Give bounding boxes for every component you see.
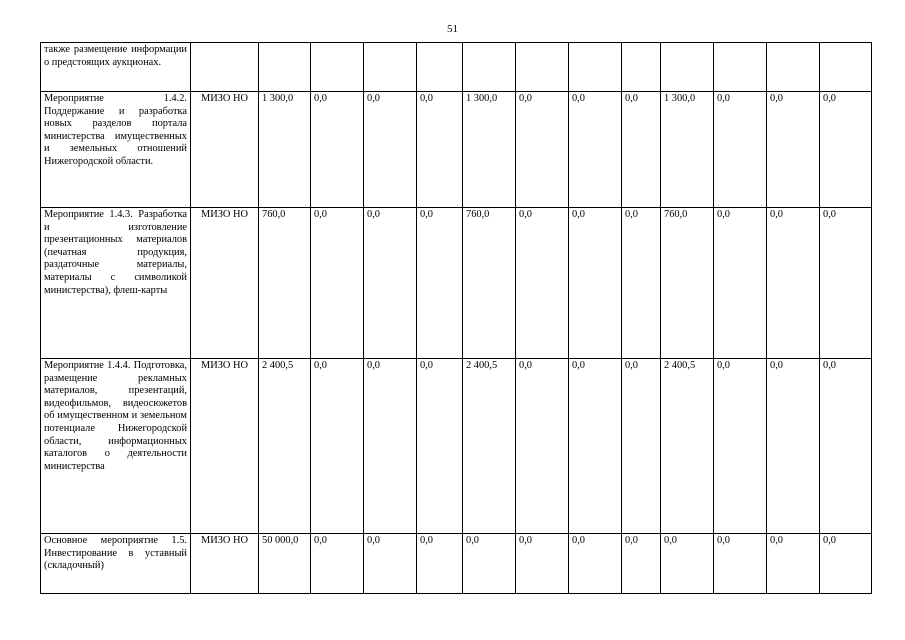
funding-value-cell xyxy=(259,43,311,92)
activity-description-cell: Мероприятие 1.4.2. Поддержание и разработка новых разделов портала министерства имущественных и земельных отношений Нижегородской области. xyxy=(41,92,191,208)
responsible-executor-cell: МИЗО НО xyxy=(191,359,259,534)
funding-value-cell: 0,0 xyxy=(417,359,463,534)
funding-value-cell xyxy=(622,43,661,92)
funding-value-cell: 0,0 xyxy=(417,92,463,208)
responsible-executor-cell: МИЗО НО xyxy=(191,534,259,594)
funding-value-cell xyxy=(417,43,463,92)
funding-value-cell: 0,0 xyxy=(661,534,714,594)
funding-value-cell: 0,0 xyxy=(364,92,417,208)
budget-table xyxy=(40,42,872,594)
funding-value-cell xyxy=(311,43,364,92)
funding-value-cell: 0,0 xyxy=(714,359,767,534)
funding-value-cell: 1 300,0 xyxy=(661,92,714,208)
responsible-executor-cell xyxy=(191,43,259,92)
funding-value-cell: 50 000,0 xyxy=(259,534,311,594)
funding-value-cell: 0,0 xyxy=(364,534,417,594)
funding-value-cell: 0,0 xyxy=(714,208,767,359)
responsible-executor-cell: МИЗО НО xyxy=(191,92,259,208)
funding-value-cell: 0,0 xyxy=(311,92,364,208)
page-number: 51 xyxy=(447,23,458,35)
activity-description-cell: также размещение информации о предстоящих аукционах. xyxy=(41,43,191,92)
funding-value-cell: 0,0 xyxy=(820,534,872,594)
table-row xyxy=(41,43,872,92)
funding-value-cell: 2 400,5 xyxy=(661,359,714,534)
funding-value-cell xyxy=(569,43,622,92)
funding-value-cell: 2 400,5 xyxy=(463,359,516,534)
funding-value-cell: 0,0 xyxy=(516,208,569,359)
funding-value-cell xyxy=(820,43,872,92)
funding-value-cell: 760,0 xyxy=(661,208,714,359)
table-row xyxy=(41,92,872,208)
funding-value-cell xyxy=(516,43,569,92)
funding-value-cell xyxy=(714,43,767,92)
funding-value-cell: 760,0 xyxy=(259,208,311,359)
funding-value-cell: 0,0 xyxy=(569,92,622,208)
funding-value-cell: 0,0 xyxy=(311,208,364,359)
funding-value-cell: 0,0 xyxy=(622,208,661,359)
funding-value-cell: 760,0 xyxy=(463,208,516,359)
funding-value-cell: 1 300,0 xyxy=(463,92,516,208)
funding-value-cell: 0,0 xyxy=(622,359,661,534)
funding-value-cell: 0,0 xyxy=(622,534,661,594)
table-row xyxy=(41,208,872,359)
funding-value-cell: 0,0 xyxy=(820,92,872,208)
funding-value-cell xyxy=(364,43,417,92)
funding-value-cell: 0,0 xyxy=(820,208,872,359)
funding-value-cell: 0,0 xyxy=(622,92,661,208)
funding-value-cell: 0,0 xyxy=(364,359,417,534)
funding-value-cell: 0,0 xyxy=(767,359,820,534)
funding-value-cell: 0,0 xyxy=(463,534,516,594)
funding-value-cell: 0,0 xyxy=(569,359,622,534)
responsible-executor-cell: МИЗО НО xyxy=(191,208,259,359)
funding-value-cell: 0,0 xyxy=(516,534,569,594)
table-row xyxy=(41,359,872,534)
funding-value-cell: 0,0 xyxy=(767,92,820,208)
funding-value-cell: 0,0 xyxy=(820,359,872,534)
funding-value-cell: 0,0 xyxy=(311,534,364,594)
funding-value-cell: 0,0 xyxy=(516,359,569,534)
funding-value-cell xyxy=(463,43,516,92)
activity-description-cell: Мероприятие 1.4.3. Разработка и изготовление презентационных материалов (печатная продукция, раздаточные материалы, материалы с символикой министерства), флеш-карты xyxy=(41,208,191,359)
activity-description-cell: Основное мероприятие 1.5. Инвестирование в уставный (складочный) xyxy=(41,534,191,594)
funding-value-cell: 0,0 xyxy=(417,208,463,359)
funding-value-cell: 0,0 xyxy=(767,208,820,359)
funding-value-cell: 0,0 xyxy=(714,92,767,208)
funding-value-cell: 0,0 xyxy=(417,534,463,594)
funding-value-cell: 0,0 xyxy=(767,534,820,594)
funding-value-cell xyxy=(767,43,820,92)
funding-value-cell: 0,0 xyxy=(364,208,417,359)
funding-value-cell: 0,0 xyxy=(569,534,622,594)
funding-value-cell: 0,0 xyxy=(311,359,364,534)
funding-value-cell: 2 400,5 xyxy=(259,359,311,534)
funding-value-cell xyxy=(661,43,714,92)
funding-value-cell: 0,0 xyxy=(569,208,622,359)
funding-value-cell: 1 300,0 xyxy=(259,92,311,208)
funding-value-cell: 0,0 xyxy=(516,92,569,208)
table-row xyxy=(41,534,872,594)
funding-value-cell: 0,0 xyxy=(714,534,767,594)
activity-description-cell: Мероприятие 1.4.4. Подготовка, размещение рекламных материалов, презентаций, видеофильмов, видеосюжетов об имущественном и земельном потенциале Нижегородской области, информационных каталогов о деятельности министерства xyxy=(41,359,191,534)
